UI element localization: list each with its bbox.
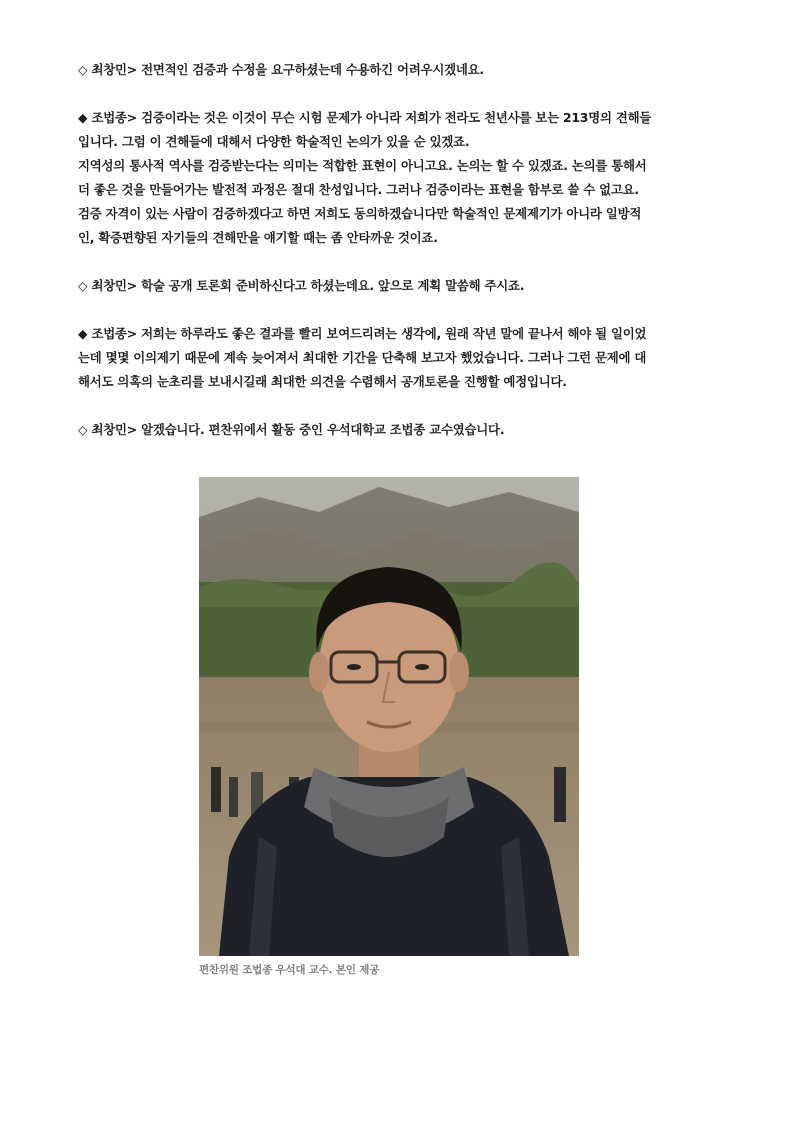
question-paragraph [78, 274, 718, 298]
answer-paragraph [78, 106, 718, 250]
question-marker-icon: ◇ [78, 422, 88, 437]
paragraph-line: 학술 공개 토론회 준비하신다고 하셨는데요. 앞으로 계획 말씀해 주시죠. [141, 278, 525, 293]
speaker-label: 최창민> [91, 422, 137, 437]
paragraph-line: 검증이라는 것은 이것이 무슨 시험 문제가 아니라 저희가 전라도 천년사를 보는 213명의 견해들 [141, 110, 652, 125]
question-marker-icon: ◇ [78, 278, 88, 293]
answer-paragraph [78, 322, 718, 394]
speaker-label: 조법종> [91, 326, 137, 341]
paragraph-line: 해서도 의혹의 눈초리를 보내시길래 최대한 의견을 수렴해서 공개토론을 진행할 예정입니다. [78, 374, 567, 389]
paragraph-line: 입니다. 그럼 이 견해들에 대해서 다양한 학술적인 논의가 있을 순 있겠죠. [78, 134, 470, 149]
paragraph-line: 저희는 하루라도 좋은 결과를 빨리 보여드리려는 생각에, 원래 작년 말에 끝나서 해야 될 일이었 [141, 326, 647, 341]
paragraph-line: 더 좋은 것을 만들어가는 발전적 과정은 절대 찬성입니다. 그러나 검증이라는 표현을 함부로 쓸 수 없고요. [78, 182, 639, 197]
question-marker-icon: ◇ [78, 62, 88, 77]
photo-caption: 편찬위원 조법종 우석대 교수. 본인 제공 [199, 964, 380, 976]
paragraph-line: 지역성의 통사적 역사를 검증받는다는 의미는 적합한 표현이 아니고요. 논의는 할 수 있겠죠. 논의를 통해서 [78, 158, 647, 173]
question-paragraph [78, 418, 718, 442]
portrait-photo [199, 477, 579, 956]
speaker-label: 최창민> [91, 62, 137, 77]
question-paragraph [78, 58, 718, 82]
speaker-label: 조법종> [91, 110, 137, 125]
answer-marker-icon: ◆ [78, 110, 88, 125]
speaker-label: 최창민> [91, 278, 137, 293]
article-body [78, 58, 718, 442]
paragraph-line: 알겠습니다. 편찬위에서 활동 중인 우석대학교 조법종 교수였습니다. [141, 422, 505, 437]
paragraph-line: 전면적인 검증과 수정을 요구하셨는데 수용하긴 어려우시겠네요. [141, 62, 484, 77]
paragraph-line: 검증 자격이 있는 사람이 검증하겠다고 하면 저희도 동의하겠습니다만 학술적인 문제제기가 아니라 일방적 [78, 206, 642, 221]
paragraph-line: 인, 확증편향된 자기들의 견해만을 얘기할 때는 좀 안타까운 것이죠. [78, 230, 438, 245]
answer-marker-icon: ◆ [78, 326, 88, 341]
paragraph-line: 는데 몇몇 이의제기 때문에 계속 늦어져서 최대한 기간을 단축해 보고자 했었습니다. 그러나 그런 문제에 대 [78, 350, 647, 365]
